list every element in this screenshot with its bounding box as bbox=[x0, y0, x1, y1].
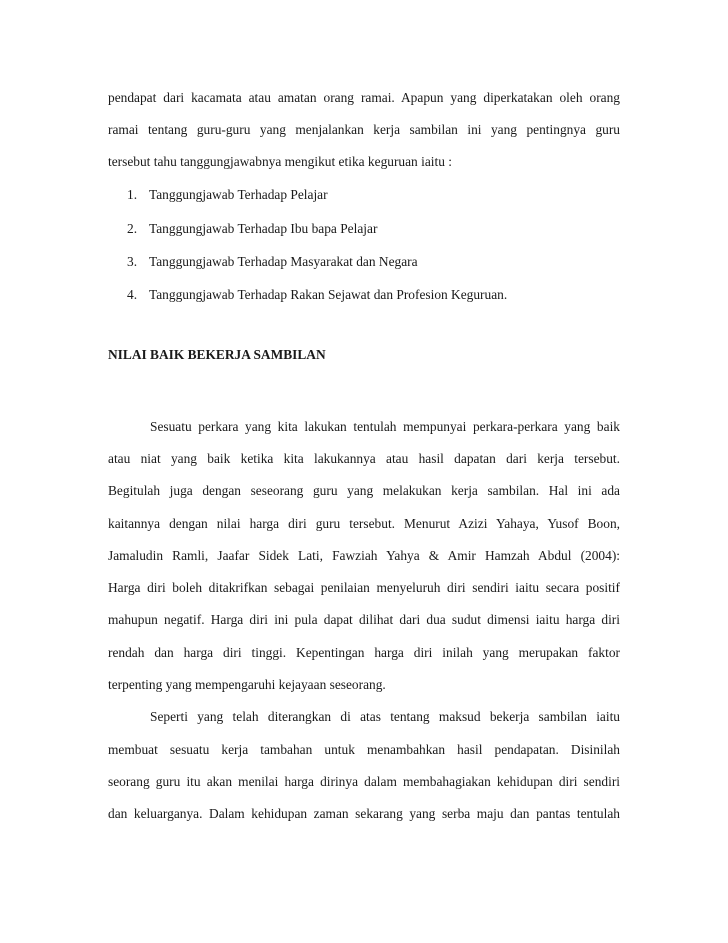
text-line: atau niat yang baik ketika kita lakukannya atau hasil dapatan dari kerja tersebut. bbox=[108, 451, 620, 466]
text-line: Jamaludin Ramli, Jaafar Sidek Lati, Fawziah Yahya & Amir Hamzah Abdul (2004): bbox=[108, 548, 620, 563]
text-line: Seperti yang telah diterangkan di atas tentang maksud bekerja sambilan iaitu bbox=[150, 709, 620, 724]
text-line: mahupun negatif. Harga diri ini pula dapat dilihat dari dua sudut dimensi iaitu harga diri bbox=[108, 612, 620, 627]
list-number: 3. bbox=[127, 254, 138, 269]
text-line: membuat sesuatu kerja tambahan untuk menambahkan hasil pendapatan. Disinilah bbox=[108, 742, 620, 757]
section-heading: NILAI BAIK BEKERJA SAMBILAN bbox=[108, 347, 326, 362]
list-text: Tanggungjawab Terhadap Rakan Sejawat dan Profesion Keguruan. bbox=[149, 287, 508, 302]
text-line: rendah dan harga diri tinggi. Kepentingan harga diri inilah yang merupakan faktor bbox=[108, 645, 620, 660]
list-item bbox=[127, 286, 507, 303]
text-line: tersebut tahu tanggungjawabnya mengikut etika keguruan iaitu : bbox=[108, 154, 452, 169]
text-line: Sesuatu perkara yang kita lakukan tentulah mempunyai perkara-perkara yang baik bbox=[150, 419, 620, 434]
text-line: dan keluarganya. Dalam kehidupan zaman sekarang yang serba maju dan pantas tentulah bbox=[108, 806, 620, 821]
list-item bbox=[127, 220, 377, 237]
text-line: pendapat dari kacamata atau amatan orang ramai. Apapun yang diperkatakan oleh orang bbox=[108, 90, 620, 105]
text-line: ramai tentang guru-guru yang menjalankan kerja sambilan ini yang pentingnya guru bbox=[108, 122, 620, 137]
list-text: Tanggungjawab Terhadap Masyarakat dan Negara bbox=[149, 254, 418, 269]
list-number: 4. bbox=[127, 287, 138, 302]
list-item bbox=[127, 186, 328, 203]
text-line: Harga diri boleh ditakrifkan sebagai penilaian menyeluruh diri sendiri iaitu secara positif bbox=[108, 580, 620, 595]
text-line: seorang guru itu akan menilai harga dirinya dalam membahagiakan kehidupan diri sendiri bbox=[108, 774, 620, 789]
list-number: 1. bbox=[127, 187, 138, 202]
text-line: kaitannya dengan nilai harga diri guru tersebut. Menurut Azizi Yahaya, Yusof Boon, bbox=[108, 516, 620, 531]
text-line: Begitulah juga dengan seseorang guru yang melakukan kerja sambilan. Hal ini ada bbox=[108, 483, 620, 498]
list-item bbox=[127, 253, 418, 270]
list-number: 2. bbox=[127, 221, 138, 236]
list-text: Tanggungjawab Terhadap Pelajar bbox=[149, 187, 328, 202]
list-text: Tanggungjawab Terhadap Ibu bapa Pelajar bbox=[149, 221, 378, 236]
text-line: terpenting yang mempengaruhi kejayaan seseorang. bbox=[108, 677, 386, 692]
